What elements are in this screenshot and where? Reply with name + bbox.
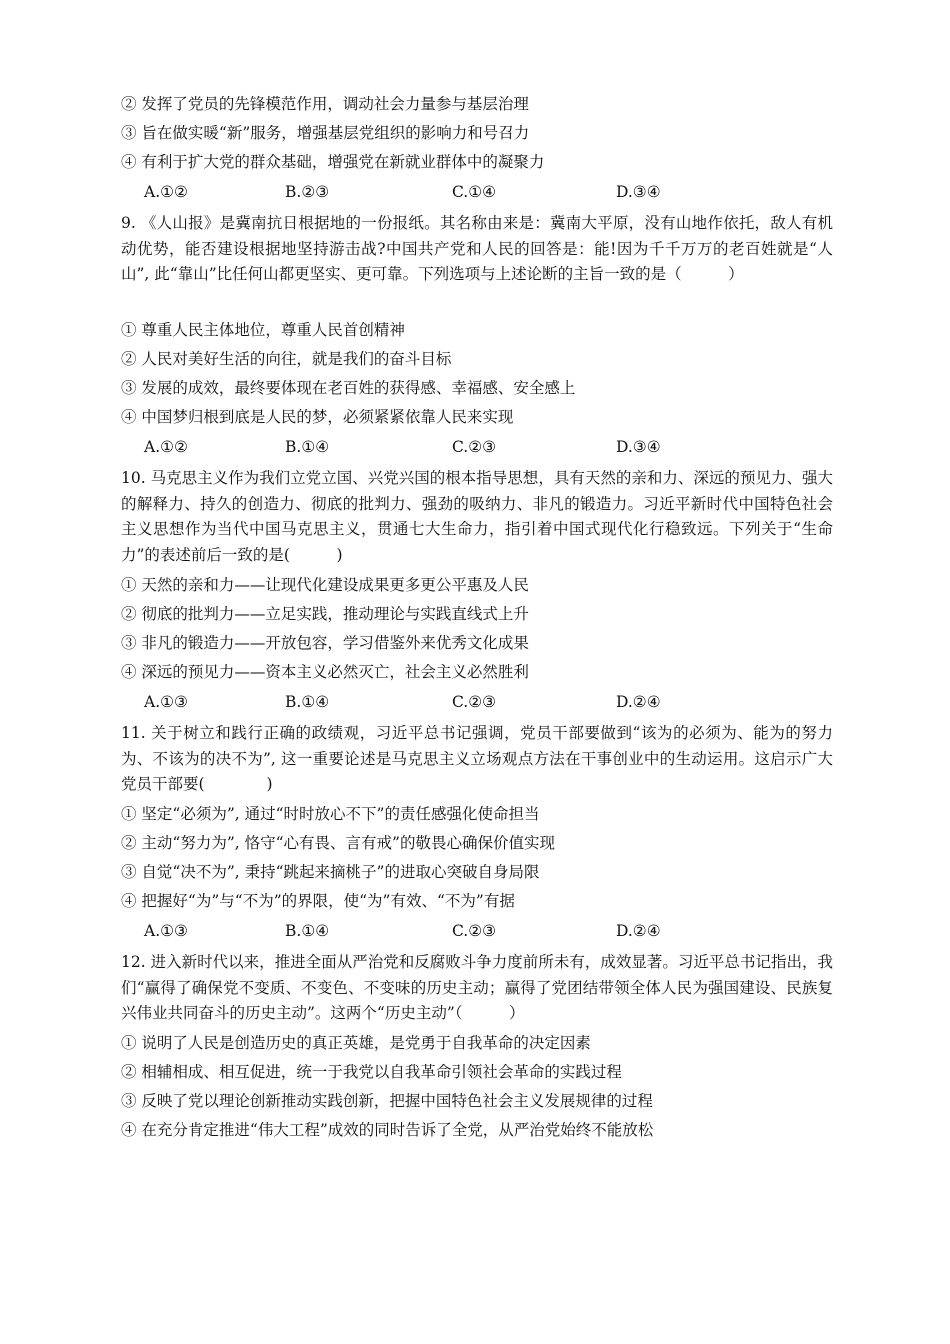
option-8-c: C.①④ <box>452 183 497 201</box>
statement-9-1: ① 尊重人民主体地位，尊重人民首创精神 <box>121 321 405 339</box>
option-11-a: A.①③ <box>144 922 188 940</box>
option-10-d: D.②④ <box>616 693 661 711</box>
statement-12-1: ① 说明了人民是创造历史的真正英雄，是党勇于自我革命的决定因素 <box>121 1034 591 1052</box>
statement-11-4: ④ 把握好“为”与“不为”的界限，使“为”有效、“不为”有据 <box>121 892 515 910</box>
option-9-a: A.①② <box>144 438 188 456</box>
statement-12-2: ② 相辅相成、相互促进，统一于我党以自我革命引领社会革命的实践过程 <box>121 1063 622 1081</box>
statement-10-1: ① 天然的亲和力——让现代化建设成果更多更公平惠及人民 <box>121 576 529 594</box>
statement-11-3: ③ 自觉“决不为”, 秉持“跳起来摘桃子”的进取心突破自身局限 <box>121 863 540 881</box>
statement-12-3: ③ 反映了党以理论创新推动实践创新，把握中国特色社会主义发展规律的过程 <box>121 1092 653 1110</box>
statement-8-3: ③ 旨在做实暖“新”服务，增强基层党组织的影响力和号召力 <box>121 124 530 142</box>
question-11-stem: 11. 关于树立和践行正确的政绩观，习近平总书记强调，党员干部要做到“该为的必须为、能为的努力为、不该为的决不为”, 这一重要论述是马克思主义立场观点方法在干事创业中的生动运用。这启示广大党员干部要( ) <box>121 724 833 793</box>
option-10-c: C.②③ <box>452 693 497 711</box>
statement-11-1: ① 坚定“必须为”, 通过“时时放心不下”的责任感强化使命担当 <box>121 805 540 823</box>
option-9-d: D.③④ <box>616 438 661 456</box>
question-9-stem: 9. 《人山报》是冀南抗日根据地的一份报纸。其名称由来是：冀南大平原，没有山地作依托，敌人有机动优势，能否建设根据地坚持游击战?中国共产党和人民的回答是：能!因为千千万万的老百姓就是“人山”, 此“靠山”比任何山都更坚实、更可靠。下列选项与上述论断的主旨一致的是（ ） <box>121 214 833 283</box>
option-11-b: B.①④ <box>285 922 330 940</box>
statement-9-2: ② 人民对美好生活的向往，就是我们的奋斗目标 <box>121 350 452 368</box>
option-11-d: D.②④ <box>616 922 661 940</box>
option-8-b: B.②③ <box>285 183 330 201</box>
statement-9-4: ④ 中国梦归根到底是人民的梦，必须紧紧依靠人民来实现 <box>121 408 514 426</box>
statement-9-3: ③ 发展的成效，最终要体现在老百姓的获得感、幸福感、安全感上 <box>121 379 576 397</box>
statement-8-2: ② 发挥了党员的先锋模范作用，调动社会力量参与基层治理 <box>121 95 529 113</box>
option-8-d: D.③④ <box>616 183 661 201</box>
option-9-c: C.②③ <box>452 438 497 456</box>
question-12-stem: 12. 进入新时代以来，推进全面从严治党和反腐败斗争力度前所未有，成效显著。习近平总书记指出，我们“赢得了确保党不变质、不变色、不变味的历史主动；赢得了党团结带领全体人民为强国建设、民族复兴伟业共同奋斗的历史主动”。这两个“历史主动”（ ） <box>121 953 833 1022</box>
option-10-b: B.①④ <box>285 693 330 711</box>
statement-11-2: ② 主动“努力为”, 恪守“心有畏、言有戒”的敬畏心确保价值实现 <box>121 834 555 852</box>
option-9-b: B.①④ <box>285 438 330 456</box>
option-8-a: A.①② <box>144 183 188 201</box>
statement-10-3: ③ 非凡的锻造力——开放包容，学习借鉴外来优秀文化成果 <box>121 634 529 652</box>
statement-10-4: ④ 深远的预见力——资本主义必然灭亡，社会主义必然胜利 <box>121 663 529 681</box>
question-10-stem: 10. 马克思主义作为我们立党立国、兴党兴国的根本指导思想，具有天然的亲和力、深远的预见力、强大的解释力、持久的创造力、彻底的批判力、强劲的吸纳力、非凡的锻造力。习近平新时代中国特色社会主义思想作为当代中国马克思主义，贯通七大生命力，指引着中国式现代化行稳致远。下列关于“生命力”的表述前后一致的是( ) <box>121 469 833 564</box>
statement-12-4: ④ 在充分肯定推进“伟大工程”成效的同时告诉了全党，从严治党始终不能放松 <box>121 1121 654 1139</box>
option-10-a: A.①③ <box>144 693 188 711</box>
option-11-c: C.②③ <box>452 922 497 940</box>
statement-8-4: ④ 有利于扩大党的群众基础，增强党在新就业群体中的凝聚力 <box>121 153 545 171</box>
statement-10-2: ② 彻底的批判力——立足实践，推动理论与实践直线式上升 <box>121 605 529 623</box>
